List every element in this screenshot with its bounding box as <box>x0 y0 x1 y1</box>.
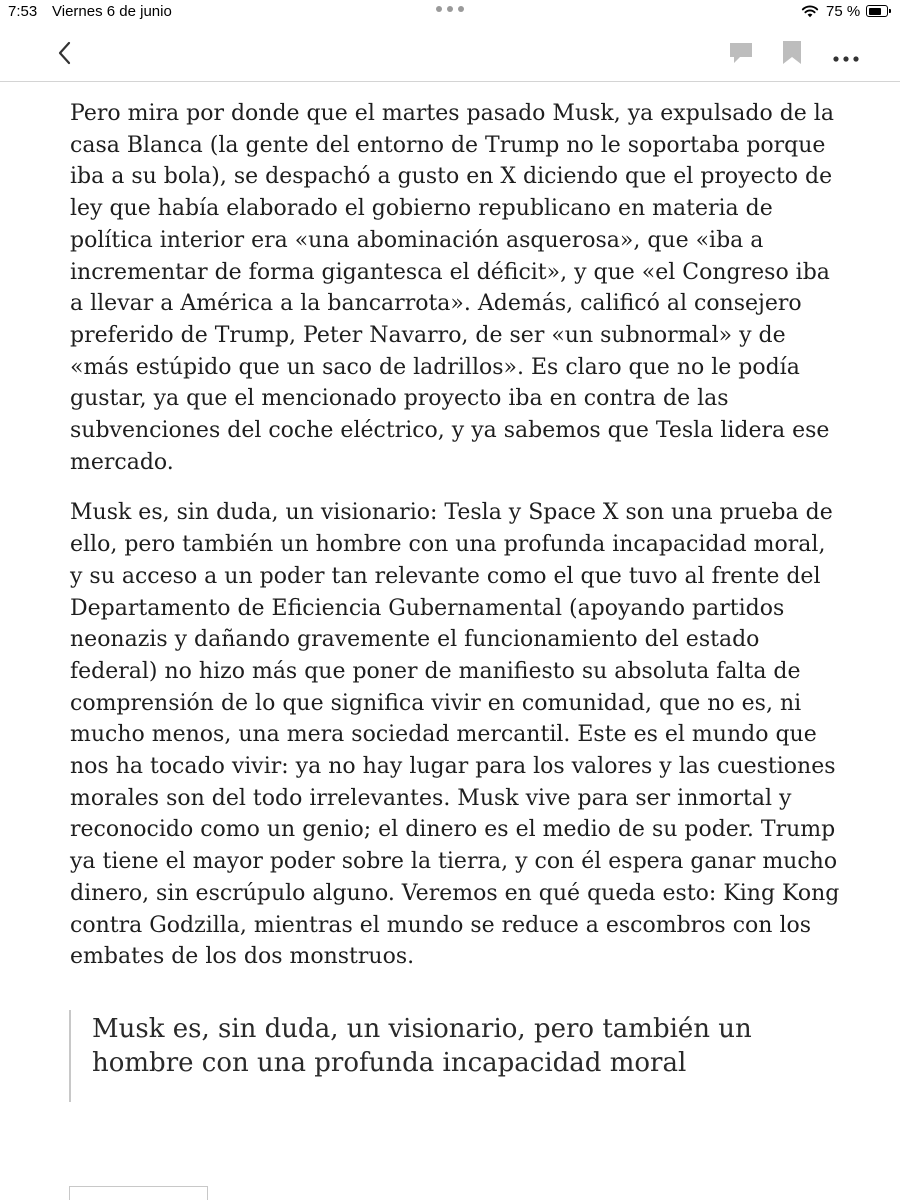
article-paragraph: Pero mira por donde que el martes pasado Musk, ya expulsado de la casa Blanca (la gente del entorno de Trump no le soportaba porque iba a su bola), se despachó a gusto en X diciendo que el proyecto de ley que había elaborado el gobierno republicano en materia de política interior era «una abominación asquerosa», que «iba a incrementar de forma gigantesca el déficit», y que «el Congreso iba a llevar a América a la bancarrota». Además, calificó al consejero preferido de Trump, Peter Navarro, de ser «un subnormal» y de «más estúpido que un saco de ladrillos». Es claro que no le podía gustar, ya que el mencionado proyecto iba en contra de las subvenciones del coche eléctrico, y ya sabemos que Tesla lidera ese mercado. <box>70 101 834 475</box>
battery-percent: 75 % <box>826 3 861 20</box>
pull-quote-text: Musk es, sin duda, un visionario, pero también un hombre con una profunda incapacidad moral <box>92 1014 752 1078</box>
battery-icon <box>866 5 888 17</box>
more-icon[interactable] <box>832 48 860 67</box>
article-body <box>70 98 840 992</box>
status-time: 7:53 <box>8 3 38 20</box>
comment-icon[interactable] <box>728 41 754 69</box>
article-paragraph: Musk es, sin duda, un visionario: Tesla y Space X son una prueba de ello, pero también un hombre con una profunda incapacidad moral, y su acceso a un poder tan relevante como el que tuvo al frente del Departamento de Eficiencia Gubernamental (apoyando partidos neonazis y dañando gravemente el funcionamiento del estado federal) no hizo más que poner de manifiesto su absoluta falta de comprensión de lo que significa vivir en comunidad, que no es, ni mucho menos, una mera sociedad mercantil. Este es el mundo que nos ha tocado vivir: ya no hay lugar para los valores y las cuestiones morales son del todo irrelevantes. Musk vive para ser inmortal y reconocido como un genio; el dinero es el medio de su poder. Trump ya tiene el mayor poder sobre la tierra, y con él espera ganar mucho dinero, sin escrúpulo alguno. Veremos en qué queda esto: King Kong contra Godzilla, mientras el mundo se reduce a escombros con los embates de los dos monstruos. <box>70 500 840 970</box>
pull-quote <box>69 1010 829 1102</box>
reader-toolbar <box>0 26 900 82</box>
status-bar <box>0 0 900 26</box>
back-icon[interactable] <box>56 40 74 70</box>
status-date: Viernes 6 de junio <box>52 3 172 20</box>
wifi-icon <box>801 4 819 22</box>
multitasking-dots[interactable] <box>436 6 464 12</box>
next-content-box <box>69 1186 208 1200</box>
bookmark-icon[interactable] <box>782 40 802 70</box>
